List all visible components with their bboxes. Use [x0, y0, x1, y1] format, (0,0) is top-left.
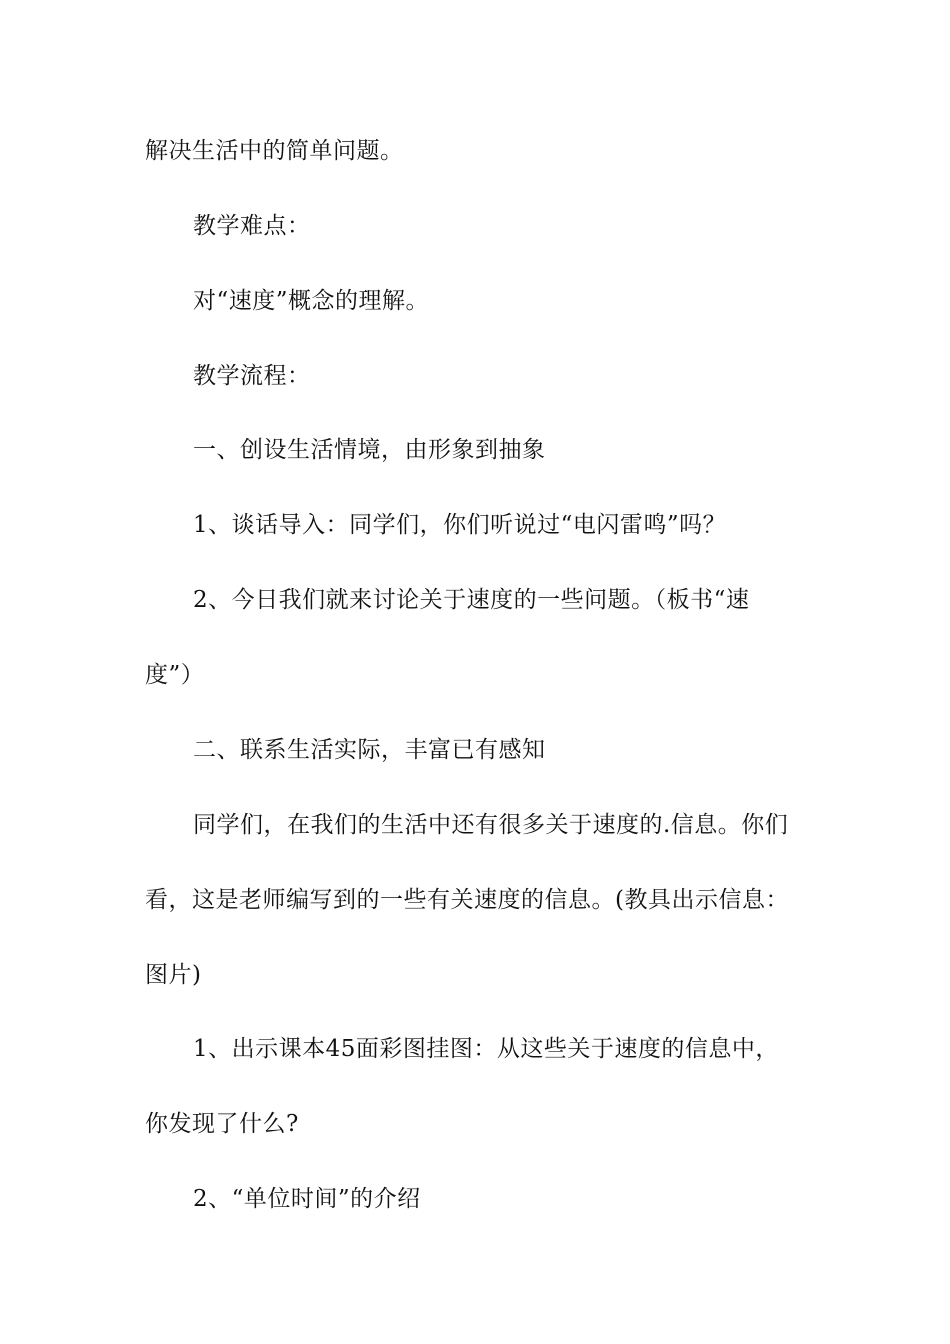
text-line: 看，这是老师编写到的一些有关速度的信息。(教具出示信息：: [145, 887, 789, 913]
text-line-section: 一、创设生活情境，由形象到抽象: [193, 437, 546, 463]
text-line: 你发现了什么?: [145, 1111, 299, 1137]
text-line: 度”）: [145, 662, 205, 688]
text-line: 2、今日我们就来讨论关于速度的一些问题。（板书“速: [193, 587, 750, 613]
text-line: 1、谈话导入：同学们，你们听说过“电闪雷鸣”吗？: [193, 512, 727, 538]
text-line-section: 二、联系生活实际，丰富已有感知: [193, 737, 546, 763]
text-line-heading: 教学流程：: [193, 363, 311, 389]
text-line: 图片): [145, 962, 202, 988]
text-line: 解决生活中的简单问题。: [145, 138, 404, 164]
text-line-heading: 教学难点：: [193, 213, 311, 239]
text-line: 2、“单位时间”的介绍: [193, 1186, 421, 1212]
text-line: 同学们，在我们的生活中还有很多关于速度的.信息。你们: [193, 812, 789, 838]
text-line: 对“速度”概念的理解。: [193, 288, 430, 314]
text-line: 1、出示课本45面彩图挂图：从这些关于速度的信息中，: [193, 1036, 779, 1062]
